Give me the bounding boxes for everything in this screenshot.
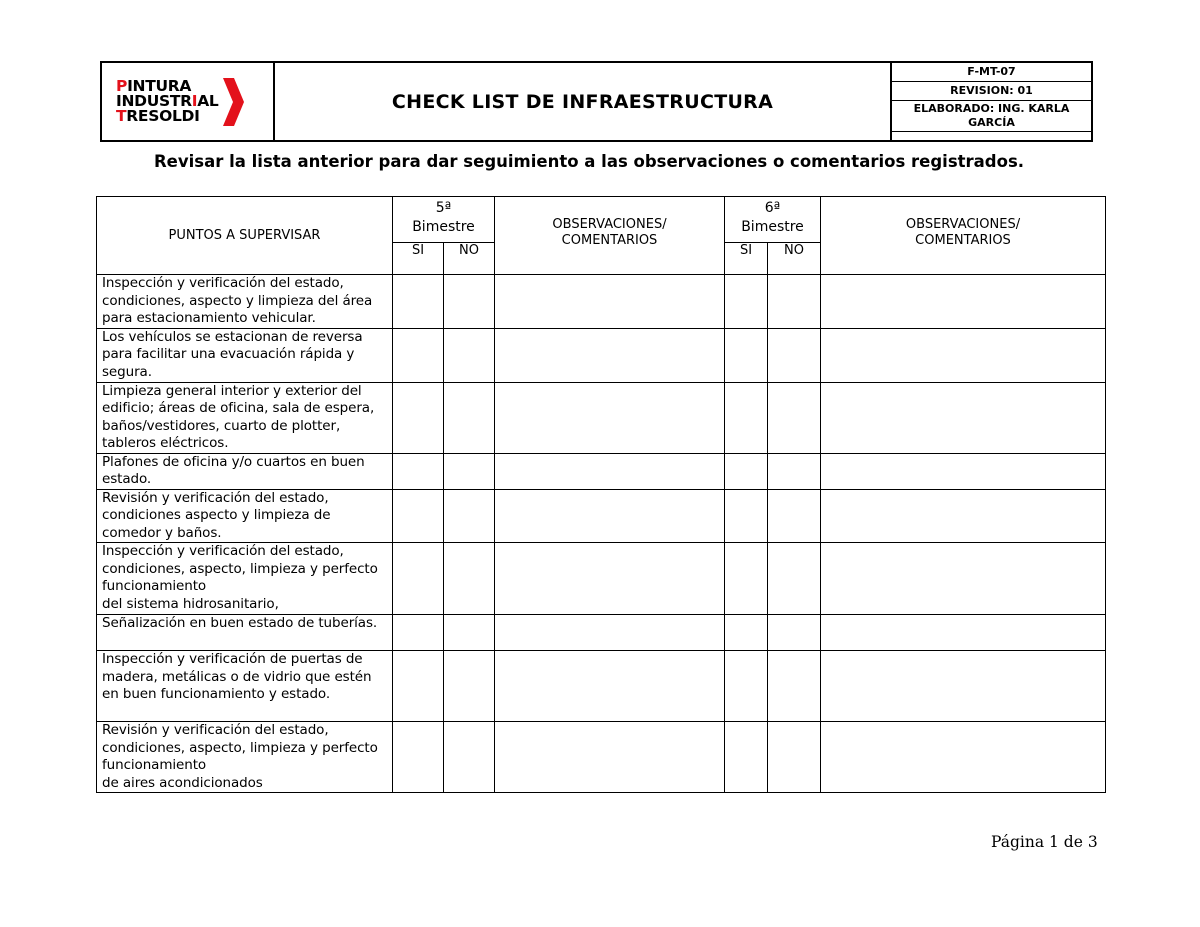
- observations-6-cell[interactable]: [821, 651, 1106, 722]
- observations-5-cell[interactable]: [495, 275, 725, 329]
- no-5-cell[interactable]: [444, 651, 495, 722]
- si-5-cell[interactable]: [393, 651, 444, 722]
- observations-label-line2: COMENTARIOS: [561, 233, 658, 248]
- bimester-6-number: 6ª: [764, 200, 781, 216]
- document-author: ELABORADO: ING. KARLA GARCÍA: [892, 101, 1091, 132]
- no-6-cell[interactable]: [768, 275, 821, 329]
- page-number: Página 1 de 3: [991, 833, 1098, 851]
- observations-5-cell[interactable]: [495, 615, 725, 651]
- supervision-point: Inspección y verificación del estado, condiciones, aspecto, limpieza y perfecto funcionamiento del sistema hidrosanitario,: [97, 543, 393, 615]
- si-6-cell[interactable]: [725, 275, 768, 329]
- table-row: [97, 275, 1106, 329]
- observations-5-cell[interactable]: [495, 489, 725, 543]
- supervision-point: Inspección y verificación de puertas de madera, metálicas o de vidrio que estén en buen funcionamiento y estado.: [97, 651, 393, 722]
- observations-5-cell[interactable]: [495, 453, 725, 489]
- bimester-5-header: [393, 197, 495, 243]
- si-5-cell[interactable]: [393, 275, 444, 329]
- no-6-cell[interactable]: [768, 722, 821, 793]
- no-5-cell[interactable]: [444, 328, 495, 382]
- logo-wordmark: PINTURA INDUSTRIAL TRESOLDI: [116, 77, 219, 125]
- observations-5-cell[interactable]: [495, 722, 725, 793]
- document-revision: REVISION: 01: [892, 82, 1091, 101]
- table-row: [97, 543, 1106, 615]
- observations-6-cell[interactable]: [821, 275, 1106, 329]
- si-5-cell[interactable]: [393, 615, 444, 651]
- table-row: [97, 328, 1106, 382]
- observations-header-2: [821, 197, 1106, 275]
- si-6-cell[interactable]: [725, 328, 768, 382]
- no-6-cell[interactable]: [768, 328, 821, 382]
- observations-6-cell[interactable]: [821, 543, 1106, 615]
- supervision-point: Revisión y verificación del estado, condiciones, aspecto, limpieza y perfecto funcionamiento de aires acondicionados: [97, 722, 393, 793]
- bimester-6-label: Bimestre: [741, 219, 804, 235]
- observations-5-cell[interactable]: [495, 382, 725, 453]
- supervision-point: Señalización en buen estado de tuberías.: [97, 615, 393, 651]
- table-row: [97, 489, 1106, 543]
- si-6-cell[interactable]: [725, 489, 768, 543]
- no-6-cell[interactable]: [768, 489, 821, 543]
- si-6-cell[interactable]: [725, 453, 768, 489]
- si-5-cell[interactable]: [393, 722, 444, 793]
- si-5-cell[interactable]: [393, 453, 444, 489]
- table-row: [97, 651, 1106, 722]
- observations-5-cell[interactable]: [495, 651, 725, 722]
- observations-6-cell[interactable]: [821, 615, 1106, 651]
- si-6-cell[interactable]: [725, 722, 768, 793]
- no-6-cell[interactable]: [768, 453, 821, 489]
- no-5-cell[interactable]: [444, 489, 495, 543]
- bimester-5-label: Bimestre: [412, 219, 475, 235]
- no-6-cell[interactable]: [768, 615, 821, 651]
- no-5-cell[interactable]: [444, 453, 495, 489]
- document-meta: [892, 63, 1091, 140]
- observations-6-cell[interactable]: [821, 722, 1106, 793]
- observations-6-cell[interactable]: [821, 382, 1106, 453]
- instruction-text: Revisar la lista anterior para dar seguimiento a las observaciones o comentarios registrados.: [153, 152, 1025, 171]
- checklist-table: [96, 196, 1106, 793]
- observations-label-line2: COMENTARIOS: [915, 233, 1011, 248]
- document-header: [100, 61, 1093, 142]
- no-5-cell[interactable]: [444, 543, 495, 615]
- no-header-6: NO: [768, 243, 821, 275]
- bimester-6-header: [725, 197, 821, 243]
- si-header-6: SI: [725, 243, 768, 275]
- supervision-point: Los vehículos se estacionan de reversa para facilitar una evacuación rápida y segura.: [97, 328, 393, 382]
- no-6-cell[interactable]: [768, 382, 821, 453]
- points-header: PUNTOS A SUPERVISAR: [97, 197, 393, 275]
- observations-6-cell[interactable]: [821, 328, 1106, 382]
- observations-5-cell[interactable]: [495, 543, 725, 615]
- no-6-cell[interactable]: [768, 543, 821, 615]
- si-5-cell[interactable]: [393, 328, 444, 382]
- supervision-point: Limpieza general interior y exterior del edificio; áreas de oficina, sala de espera, baños/vestidores, cuarto de plotter, tableros eléctricos.: [97, 382, 393, 453]
- si-6-cell[interactable]: [725, 543, 768, 615]
- document-meta-blank: [892, 132, 1091, 140]
- table-row: [97, 382, 1106, 453]
- observations-label-line1: OBSERVACIONES/: [905, 217, 1021, 232]
- company-logo: [102, 63, 275, 140]
- si-6-cell[interactable]: [725, 382, 768, 453]
- no-5-cell[interactable]: [444, 615, 495, 651]
- table-row: [97, 453, 1106, 489]
- supervision-point: Inspección y verificación del estado, condiciones, aspecto y limpieza del área para estacionamiento vehicular.: [97, 275, 393, 329]
- bimester-5-number: 5ª: [435, 200, 452, 216]
- table-row: [97, 615, 1106, 651]
- si-5-cell[interactable]: [393, 543, 444, 615]
- observations-label-line1: OBSERVACIONES/: [552, 217, 667, 232]
- observations-header-1: [495, 197, 725, 275]
- observations-6-cell[interactable]: [821, 453, 1106, 489]
- si-5-cell[interactable]: [393, 489, 444, 543]
- logo-chevron-icon: [221, 76, 245, 128]
- no-6-cell[interactable]: [768, 651, 821, 722]
- observations-6-cell[interactable]: [821, 489, 1106, 543]
- no-5-cell[interactable]: [444, 382, 495, 453]
- no-header-5: NO: [444, 243, 495, 275]
- si-6-cell[interactable]: [725, 651, 768, 722]
- document-code: F-MT-07: [892, 63, 1091, 82]
- si-header-5: SI: [393, 243, 444, 275]
- no-5-cell[interactable]: [444, 275, 495, 329]
- supervision-point: Plafones de oficina y/o cuartos en buen estado.: [97, 453, 393, 489]
- no-5-cell[interactable]: [444, 722, 495, 793]
- si-5-cell[interactable]: [393, 382, 444, 453]
- si-6-cell[interactable]: [725, 615, 768, 651]
- observations-5-cell[interactable]: [495, 328, 725, 382]
- table-row: [97, 722, 1106, 793]
- document-title: CHECK LIST DE INFRAESTRUCTURA: [275, 63, 892, 140]
- supervision-point: Revisión y verificación del estado, condiciones aspecto y limpieza de comedor y baños.: [97, 489, 393, 543]
